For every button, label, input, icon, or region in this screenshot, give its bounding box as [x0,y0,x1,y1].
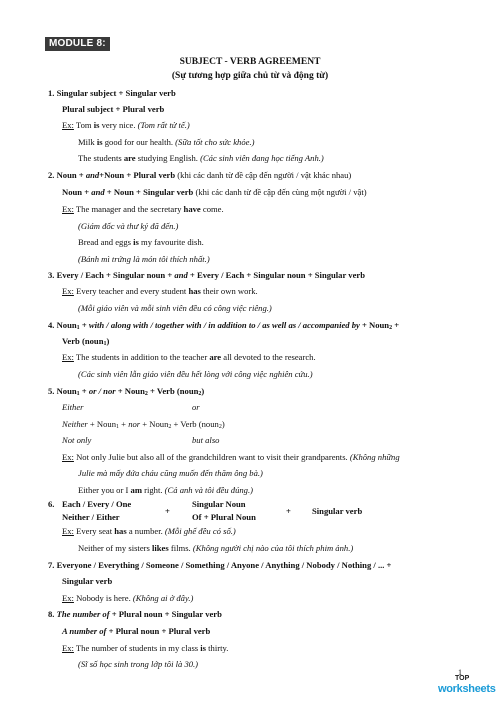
rule-7-heading: 7. Everyone / Everything / Someone / Something / Anyone / Anything / Nobody / Nothing / ... + [48,560,392,570]
rule-8-heading: 8. The number of + Plural noun + Singular verb [48,609,222,619]
rule-6-mid-1: Singular Noun [192,499,246,509]
example-label: Ex: [62,204,74,214]
rule-5-example-1: Ex: Not only Julie but also all of the grandchildren want to visit their grandparents. (Không những [62,452,400,462]
example-label: Ex: [62,452,74,462]
rule-6-left-2: Neither / Either [62,512,120,522]
rule-6-example-2: Neither of my sisters likes films. (Không người chị nào của tôi thích phim ảnh.) [78,543,354,553]
example-label: Ex: [62,286,74,296]
rule-5-either: Either [62,402,84,412]
rule-1-example-2: Milk is good for our health. (Sữa tốt cho sức khỏe.) [78,137,255,147]
topworksheets-logo: TOP worksheets [438,675,496,695]
rule-5-not-only: Not only [62,435,92,445]
rule-3-example-1: Ex: Every teacher and every student has their own work. [62,286,258,296]
rule-4-example-1: Ex: The students in addition to the teacher are all devoted to the research. [62,352,316,362]
rule-2-example-2-translation: (Bánh mì trứng là món tôi thích nhất.) [78,254,210,264]
page-subtitle: (Sự tương hợp giữa chủ từ và động từ) [171,71,329,81]
rule-5-but-also: but also [192,435,220,445]
module-label: MODULE 8: [45,37,110,51]
rule-8-example-1-translation: (Sĩ số học sinh trong lớp tôi là 30.) [78,659,199,669]
rule-2-subheading: Noun + and + Noun + Singular verb (khi các danh từ đề cập đến cùng một người / vật) [62,187,367,197]
rule-8-example-1: Ex: The number of students in my class is thirty. [62,643,229,653]
rule-5-example-2: Either you or I am right. (Cả anh và tôi đều đúng.) [78,485,253,495]
example-label: Ex: [62,352,74,362]
example-label: Ex: [62,643,74,653]
rule-4-heading: 4. Noun1 + with / along with / together with / in addition to / as well as / accompanied by + Noun2 + [48,320,400,331]
rule-6-plus-2: + [286,506,291,516]
rule-2-example-1: Ex: The manager and the secretary have come. [62,204,224,214]
rule-2-heading: 2. Noun + and+Noun + Plural verb (khi các danh từ đề cập đến người / vật khác nhau) [48,170,352,180]
rule-7-example-1: Ex: Nobody is here. (Không ai ở đây.) [62,593,194,603]
page-number: 1 [458,668,462,677]
rule-6-left-1: Each / Every / One [62,499,132,509]
example-label: Ex: [62,120,74,130]
rule-4-subheading: Verb (noun1) [62,336,110,347]
rule-6-plus-1: + [165,506,170,516]
rule-7-subheading: Singular verb [62,576,113,586]
rule-2-example-1-translation: (Giám đốc và thư ký đã đến.) [78,221,179,231]
page-title: SUBJECT - VERB AGREEMENT [179,57,321,67]
rule-3-example-1-translation: (Mỗi giáo viên và mỗi sinh viên đều có công việc riêng.) [78,303,272,313]
rule-5-or: or [192,402,200,412]
rule-6-mid-2: Of + Plural Noun [192,512,256,522]
rule-5-neither-pattern: Neither + Noun1 + nor + Noun2 + Verb (noun2) [62,419,225,430]
rule-2-example-2: Bread and eggs is my favourite dish. [78,237,204,247]
rule-5-heading: 5. Noun1 + or / nor + Noun2 + Verb (noun2) [48,386,205,397]
rule-5-example-1-translation: Julie mà mấy đứa cháu cũng muốn đến thăm ông bà.) [78,468,263,478]
rule-1-subheading: Plural subject + Plural verb [62,104,165,114]
example-label: Ex: [62,526,74,536]
rule-6-right: Singular verb [312,506,363,516]
rule-4-example-1-translation: (Các sinh viên lẫn giáo viên đều hết lòng với công việc nghiên cứu.) [78,369,313,379]
example-label: Ex: [62,593,74,603]
rule-6-number: 6. [48,499,55,509]
rule-8-subheading: A number of + Plural noun + Plural verb [62,626,211,636]
rule-3-heading: 3. Every / Each + Singular noun + and + Every / Each + Singular noun + Singular verb [48,270,365,280]
rule-1-example-3: The students are studying English. (Các sinh viên đang học tiếng Anh.) [78,153,324,163]
rule-6-example-1: Ex: Every seat has a number. (Mỗi ghế đều có số.) [62,526,236,536]
rule-1-example-1: Ex: Tom is very nice. (Tom rất tử tế.) [62,120,190,130]
rule-1-heading: 1. Singular subject + Singular verb [48,88,176,98]
